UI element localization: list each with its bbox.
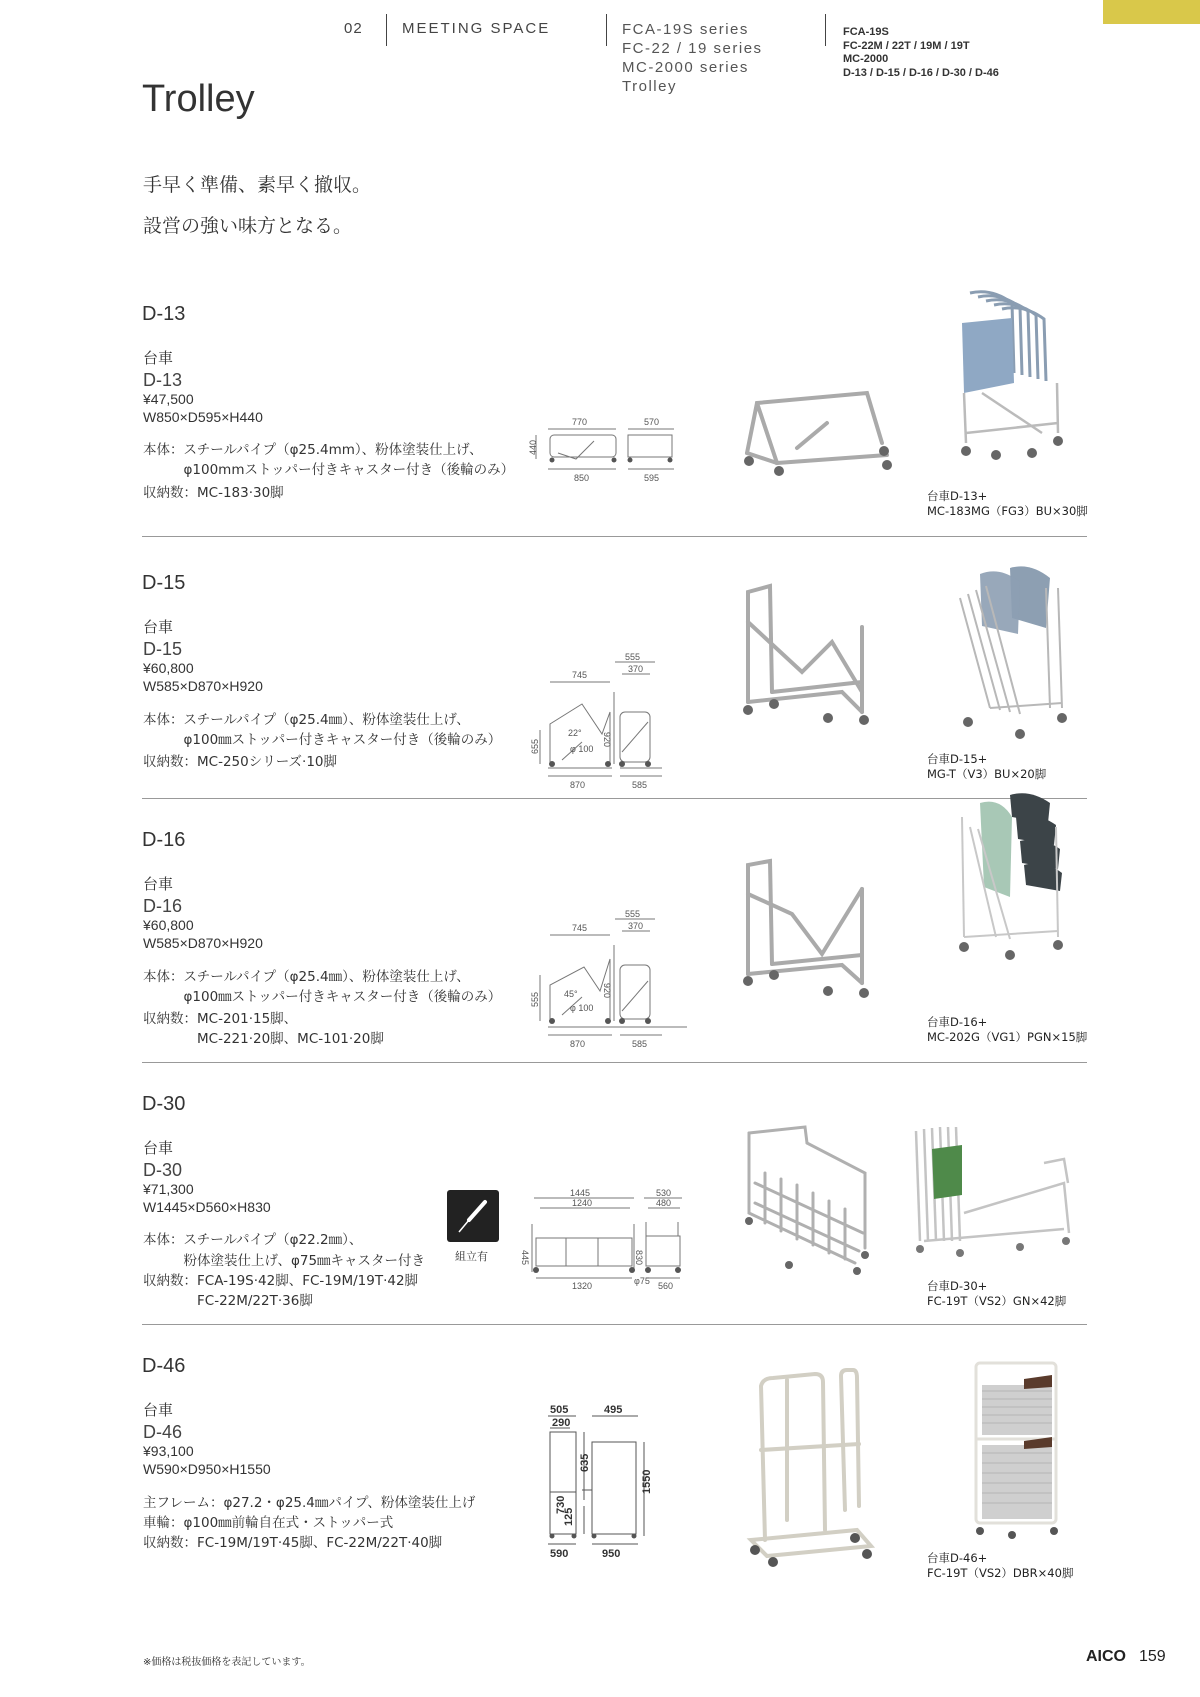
section-code: D-16 bbox=[142, 829, 186, 851]
dim-label: 570 bbox=[644, 417, 660, 427]
dim-label: 585 bbox=[632, 1039, 648, 1049]
product-kind: 台車 bbox=[143, 349, 174, 367]
product-model: D-30 bbox=[143, 1160, 183, 1180]
section-code: D-30 bbox=[142, 1093, 186, 1115]
dim-label: 445 bbox=[520, 1250, 530, 1266]
photo-caption bbox=[927, 752, 1046, 782]
accent-bar bbox=[1103, 0, 1200, 24]
photo-caption bbox=[927, 489, 1088, 519]
dim-label: 920 bbox=[602, 983, 612, 999]
product-price: ¥60,800 bbox=[143, 917, 194, 933]
dim-label: φ 100 bbox=[570, 744, 594, 754]
caption-line: 台車D-16+ bbox=[927, 1015, 988, 1029]
product-section-d15 bbox=[142, 572, 1087, 807]
product-size: W590×D950×H1550 bbox=[143, 1461, 271, 1477]
product-photo-stacked bbox=[952, 283, 1077, 473]
series-line: Trolley bbox=[622, 78, 677, 95]
product-photo-stacked bbox=[950, 558, 1080, 748]
spec-line: FC-22M/22T·36脚 bbox=[143, 1293, 313, 1309]
product-photo bbox=[742, 582, 892, 737]
header-divider bbox=[386, 14, 387, 46]
spec-line: 粉体塗装仕上げ、φ75㎜キャスター付き bbox=[143, 1253, 426, 1269]
product-kind: 台車 bbox=[143, 875, 174, 893]
section-code: D-15 bbox=[142, 572, 186, 594]
spec-line: 本体：スチールパイプ（φ25.4mm）、粉体塗装仕上げ、 bbox=[143, 442, 483, 458]
caption-line: 台車D-15+ bbox=[927, 752, 988, 766]
dim-label: 505 bbox=[550, 1404, 569, 1416]
product-price: ¥93,100 bbox=[143, 1443, 194, 1459]
dim-label: 495 bbox=[604, 1404, 623, 1416]
footnote: ※価格は税抜価格を表記しています。 bbox=[143, 1657, 311, 1668]
model-line: FC-22M / 22T / 19M / 19T bbox=[843, 39, 970, 52]
section-divider bbox=[142, 1324, 1087, 1325]
product-kind: 台車 bbox=[143, 1139, 174, 1157]
caption-line: MC-183MG（FG3）BU×30脚 bbox=[927, 504, 1088, 518]
spec-line: φ100㎜ストッパー付きキャスター付き（後輪のみ） bbox=[143, 989, 502, 1005]
dim-label: 950 bbox=[602, 1548, 621, 1560]
series-line: FC-22 / 19 series bbox=[622, 40, 763, 57]
header-series bbox=[622, 20, 763, 96]
spec-line: 収納数：MC-183·30脚 bbox=[143, 485, 284, 501]
assembly-label: 組立有 bbox=[455, 1250, 488, 1263]
header-divider bbox=[825, 14, 826, 46]
caption-line: 台車D-46+ bbox=[927, 1551, 988, 1565]
dim-label: 1240 bbox=[572, 1198, 593, 1208]
header-models bbox=[843, 26, 999, 80]
product-photo bbox=[737, 383, 917, 493]
dim-label: 655 bbox=[530, 738, 540, 754]
product-section-d16 bbox=[142, 829, 1087, 1064]
product-kind: 台車 bbox=[143, 618, 174, 636]
dim-label: 590 bbox=[550, 1548, 569, 1560]
dim-label: 370 bbox=[628, 921, 644, 931]
header-divider bbox=[606, 14, 607, 46]
dim-label: 850 bbox=[574, 473, 590, 483]
page-title: Trolley bbox=[142, 78, 255, 120]
dim-label: 1320 bbox=[572, 1281, 593, 1291]
product-section-d46 bbox=[142, 1355, 1087, 1655]
dim-label: 870 bbox=[570, 780, 586, 790]
model-line: D-13 / D-15 / D-16 / D-30 / D-46 bbox=[843, 66, 999, 79]
brand-name: AICO bbox=[1086, 1648, 1126, 1665]
product-section-d30 bbox=[142, 1093, 1087, 1328]
dim-label: 480 bbox=[656, 1198, 672, 1208]
caption-line: 台車D-13+ bbox=[927, 489, 988, 503]
catch-line: 設営の強い味方となる。 bbox=[143, 215, 353, 237]
product-photo bbox=[745, 1123, 880, 1283]
dim-label: 22° bbox=[568, 728, 582, 738]
dim-label: 45° bbox=[564, 989, 578, 999]
product-price: ¥47,500 bbox=[143, 391, 194, 407]
product-photo-stacked bbox=[950, 787, 1080, 977]
dim-label: 870 bbox=[570, 1039, 586, 1049]
catch-line: 手早く準備、素早く撤収。 bbox=[143, 174, 372, 196]
series-line: MC-2000 series bbox=[622, 59, 749, 76]
caption-line: MG-T（V3）BU×20脚 bbox=[927, 767, 1047, 781]
spec-line: 本体：スチールパイプ（φ25.4㎜）、粉体塗装仕上げ、 bbox=[143, 712, 470, 728]
dim-label: 1550 bbox=[641, 1469, 653, 1494]
product-model: D-16 bbox=[143, 896, 183, 916]
dim-label: 745 bbox=[572, 670, 588, 680]
product-size: W850×D595×H440 bbox=[143, 409, 263, 425]
model-line: MC-2000 bbox=[843, 53, 889, 65]
series-line: FCA-19S series bbox=[622, 21, 749, 38]
product-photo-stacked bbox=[964, 1355, 1074, 1545]
screwdriver-icon bbox=[447, 1190, 499, 1242]
dim-label: 585 bbox=[632, 780, 648, 790]
catchphrase bbox=[143, 165, 371, 247]
dim-label: 1445 bbox=[570, 1188, 591, 1198]
chapter-category: MEETING SPACE bbox=[402, 20, 551, 37]
dim-label: 635 bbox=[579, 1453, 591, 1472]
dim-label: 595 bbox=[644, 473, 660, 483]
product-model: D-46 bbox=[143, 1422, 183, 1442]
section-code: D-13 bbox=[142, 303, 186, 325]
caption-line: FC-19T（VS2）GN×42脚 bbox=[927, 1294, 1067, 1308]
dim-label: 125 bbox=[563, 1507, 575, 1526]
dim-label: 730 bbox=[555, 1495, 567, 1514]
model-line: FCA-19S bbox=[843, 26, 889, 38]
dim-label: φ75 bbox=[634, 1276, 650, 1286]
chapter-number: 02 bbox=[344, 20, 363, 37]
spec-line: 主フレーム：φ27.2・φ25.4㎜パイプ、粉体塗装仕上げ bbox=[143, 1495, 476, 1511]
spec-line: 本体：スチールパイプ（φ25.4㎜）、粉体塗装仕上げ、 bbox=[143, 969, 470, 985]
dim-label: 530 bbox=[656, 1188, 672, 1198]
dim-label: 555 bbox=[625, 909, 641, 919]
spec-line: 本体：スチールパイプ（φ22.2㎜）、 bbox=[143, 1232, 363, 1248]
photo-caption bbox=[927, 1015, 1087, 1045]
caption-line: FC-19T（VS2）DBR×40脚 bbox=[927, 1566, 1074, 1580]
dim-label: φ 100 bbox=[570, 1003, 594, 1013]
dim-label: 370 bbox=[628, 664, 644, 674]
spec-line: 収納数：FCA-19S·42脚、FC-19M/19T·42脚 bbox=[143, 1273, 419, 1289]
dim-label: 830 bbox=[634, 1250, 644, 1266]
section-divider bbox=[142, 1062, 1087, 1063]
page-number: 159 bbox=[1139, 1648, 1166, 1665]
section-code: D-46 bbox=[142, 1355, 186, 1377]
spec-line: 車輪：φ100㎜前輪自在式・ストッパー式 bbox=[143, 1515, 394, 1531]
product-size: W585×D870×H920 bbox=[143, 935, 263, 951]
product-photo bbox=[747, 1370, 877, 1570]
dim-label: 770 bbox=[572, 417, 588, 427]
dim-label: 555 bbox=[625, 652, 641, 662]
section-divider bbox=[142, 798, 1087, 799]
dim-label: 920 bbox=[602, 732, 612, 748]
spec-line: 収納数：MC-201·15脚、 bbox=[143, 1011, 298, 1027]
photo-caption bbox=[927, 1551, 1073, 1581]
spec-line: φ100mmストッパー付きキャスター付き（後輪のみ） bbox=[143, 462, 515, 478]
spec-line: φ100㎜ストッパー付きキャスター付き（後輪のみ） bbox=[143, 732, 502, 748]
spec-line: 収納数：MC-250シリーズ·10脚 bbox=[143, 754, 338, 770]
product-model: D-15 bbox=[143, 639, 183, 659]
product-size: W585×D870×H920 bbox=[143, 678, 263, 694]
product-size: W1445×D560×H830 bbox=[143, 1199, 271, 1215]
product-model: D-13 bbox=[143, 370, 183, 390]
product-section-d13 bbox=[142, 303, 1087, 538]
product-kind: 台車 bbox=[143, 1401, 174, 1419]
caption-line: 台車D-30+ bbox=[927, 1279, 988, 1293]
product-photo-stacked bbox=[904, 1123, 1079, 1268]
photo-caption bbox=[927, 1279, 1066, 1309]
dim-label: 555 bbox=[530, 991, 540, 1007]
product-price: ¥60,800 bbox=[143, 660, 194, 676]
dim-label: 440 bbox=[528, 439, 538, 455]
spec-line: 収納数：FC-19M/19T·45脚、FC-22M/22T·40脚 bbox=[143, 1535, 443, 1551]
section-divider bbox=[142, 536, 1087, 537]
product-photo bbox=[742, 859, 892, 1009]
spec-line: MC-221·20脚、MC-101·20脚 bbox=[143, 1031, 384, 1047]
dim-label: 290 bbox=[552, 1417, 571, 1429]
dim-label: 560 bbox=[658, 1281, 674, 1291]
product-price: ¥71,300 bbox=[143, 1181, 194, 1197]
assembly-required-badge bbox=[447, 1190, 499, 1242]
dim-label: 745 bbox=[572, 923, 588, 933]
caption-line: MC-202G（VG1）PGN×15脚 bbox=[927, 1030, 1088, 1044]
